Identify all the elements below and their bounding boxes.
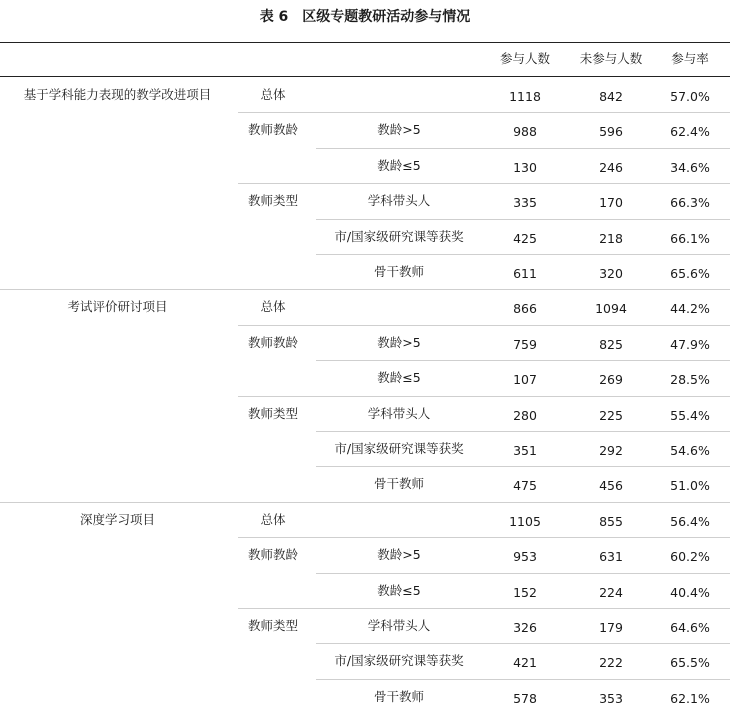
project-name: 考试评价研讨项目 [67, 299, 168, 315]
row-separator [316, 148, 730, 149]
non-participants-value: 456 [599, 478, 623, 494]
header-participants: 参与人数 [499, 51, 550, 66]
subgroup-label: 教龄≤5 [377, 370, 421, 386]
rate-value: 62.4% [670, 124, 710, 140]
participants-value: 578 [513, 690, 537, 706]
dimension-label: 教师类型 [247, 618, 298, 633]
row-separator [316, 679, 730, 680]
subgroup-label: 骨干教师 [373, 688, 424, 704]
non-participants-value: 246 [599, 159, 623, 175]
non-participants-value: 596 [599, 124, 623, 140]
rate-value: 28.5% [670, 372, 710, 388]
dimension-label: 教师教龄 [247, 122, 298, 138]
subgroup-label: 学科带头人 [367, 405, 431, 421]
non-participants-value: 353 [599, 690, 623, 706]
project-separator [0, 502, 730, 503]
row-separator [316, 254, 730, 255]
project-separator [0, 289, 730, 290]
non-participants-value: 631 [599, 549, 623, 565]
non-participants-value: 855 [599, 513, 623, 529]
subgroup-label: 学科带头人 [367, 618, 431, 633]
row-separator [238, 112, 730, 113]
dimension-label: 总体 [260, 87, 286, 102]
subgroup-label: 学科带头人 [367, 193, 431, 209]
dimension-label: 教师教龄 [247, 334, 298, 350]
rate-value: 51.0% [670, 478, 710, 494]
dimension-label: 教师教龄 [247, 547, 298, 563]
dimension-label: 教师类型 [247, 405, 298, 421]
non-participants-value: 179 [599, 620, 623, 635]
row-separator [238, 396, 730, 397]
rate-value: 60.2% [670, 549, 710, 565]
participants-value: 988 [513, 124, 537, 140]
subgroup-label: 教龄>5 [377, 334, 421, 350]
rate-value: 34.6% [670, 159, 710, 175]
project-name: 基于学科能力表现的教学改进项目 [23, 87, 212, 102]
non-participants-value: 170 [599, 195, 623, 211]
rate-value: 66.3% [670, 195, 710, 211]
participants-value: 421 [513, 655, 537, 671]
participants-value: 759 [513, 336, 537, 352]
header-rate: 参与率 [671, 51, 709, 66]
rate-value: 54.6% [670, 443, 710, 458]
rate-value: 65.5% [670, 655, 710, 671]
participants-value: 326 [513, 620, 537, 635]
project-name: 深度学习项目 [79, 511, 155, 527]
non-participants-value: 842 [599, 89, 623, 104]
participants-value: 611 [513, 266, 537, 281]
rate-value: 56.4% [670, 513, 710, 529]
rate-value: 55.4% [670, 407, 710, 423]
table-title: 表 6 区级专题教研活动参与情况 [259, 9, 471, 25]
subgroup-label: 教龄>5 [377, 547, 421, 563]
header-bottom-rule [0, 76, 730, 77]
participants-value: 475 [513, 478, 537, 494]
table-top-rule [0, 42, 730, 43]
row-separator [316, 643, 730, 644]
rate-value: 64.6% [670, 620, 710, 635]
subgroup-label: 骨干教师 [373, 476, 424, 492]
participants-value: 425 [513, 230, 537, 246]
rate-value: 47.9% [670, 336, 710, 352]
subgroup-label: 市/国家级研究课等获奖 [334, 228, 464, 244]
participants-value: 1118 [509, 89, 541, 104]
rate-value: 66.1% [670, 230, 710, 246]
dimension-label: 总体 [260, 511, 286, 527]
row-separator [238, 325, 730, 326]
non-participants-value: 292 [599, 443, 623, 458]
rate-value: 65.6% [670, 266, 710, 281]
row-separator [238, 537, 730, 538]
participants-value: 130 [513, 159, 537, 175]
rate-value: 62.1% [670, 690, 710, 706]
header-non-participants: 未参与人数 [579, 51, 643, 66]
row-separator [316, 360, 730, 361]
row-separator [316, 219, 730, 220]
non-participants-value: 222 [599, 655, 623, 671]
dimension-label: 教师类型 [247, 193, 298, 209]
subgroup-label: 教龄≤5 [377, 582, 421, 598]
participants-value: 1105 [509, 513, 541, 529]
subgroup-label: 教龄≤5 [377, 157, 421, 173]
rate-value: 44.2% [670, 301, 710, 317]
row-separator [316, 431, 730, 432]
non-participants-value: 825 [599, 336, 623, 352]
row-separator [238, 608, 730, 609]
non-participants-value: 269 [599, 372, 623, 388]
non-participants-value: 320 [599, 266, 623, 281]
rate-value: 40.4% [670, 584, 710, 600]
participants-value: 351 [513, 443, 537, 458]
participants-value: 953 [513, 549, 537, 565]
participants-value: 152 [513, 584, 537, 600]
row-separator [238, 183, 730, 184]
subgroup-label: 骨干教师 [373, 264, 424, 279]
rate-value: 57.0% [670, 89, 710, 104]
non-participants-value: 1094 [595, 301, 627, 317]
participants-value: 280 [513, 407, 537, 423]
non-participants-value: 218 [599, 230, 623, 246]
row-separator [316, 573, 730, 574]
subgroup-label: 市/国家级研究课等获奖 [334, 653, 464, 669]
subgroup-label: 市/国家级研究课等获奖 [334, 441, 464, 456]
non-participants-value: 225 [599, 407, 623, 423]
dimension-label: 总体 [260, 299, 286, 315]
participants-value: 107 [513, 372, 537, 388]
non-participants-value: 224 [599, 584, 623, 600]
row-separator [316, 466, 730, 467]
participants-value: 335 [513, 195, 537, 211]
participants-value: 866 [513, 301, 537, 317]
subgroup-label: 教龄>5 [377, 122, 421, 138]
